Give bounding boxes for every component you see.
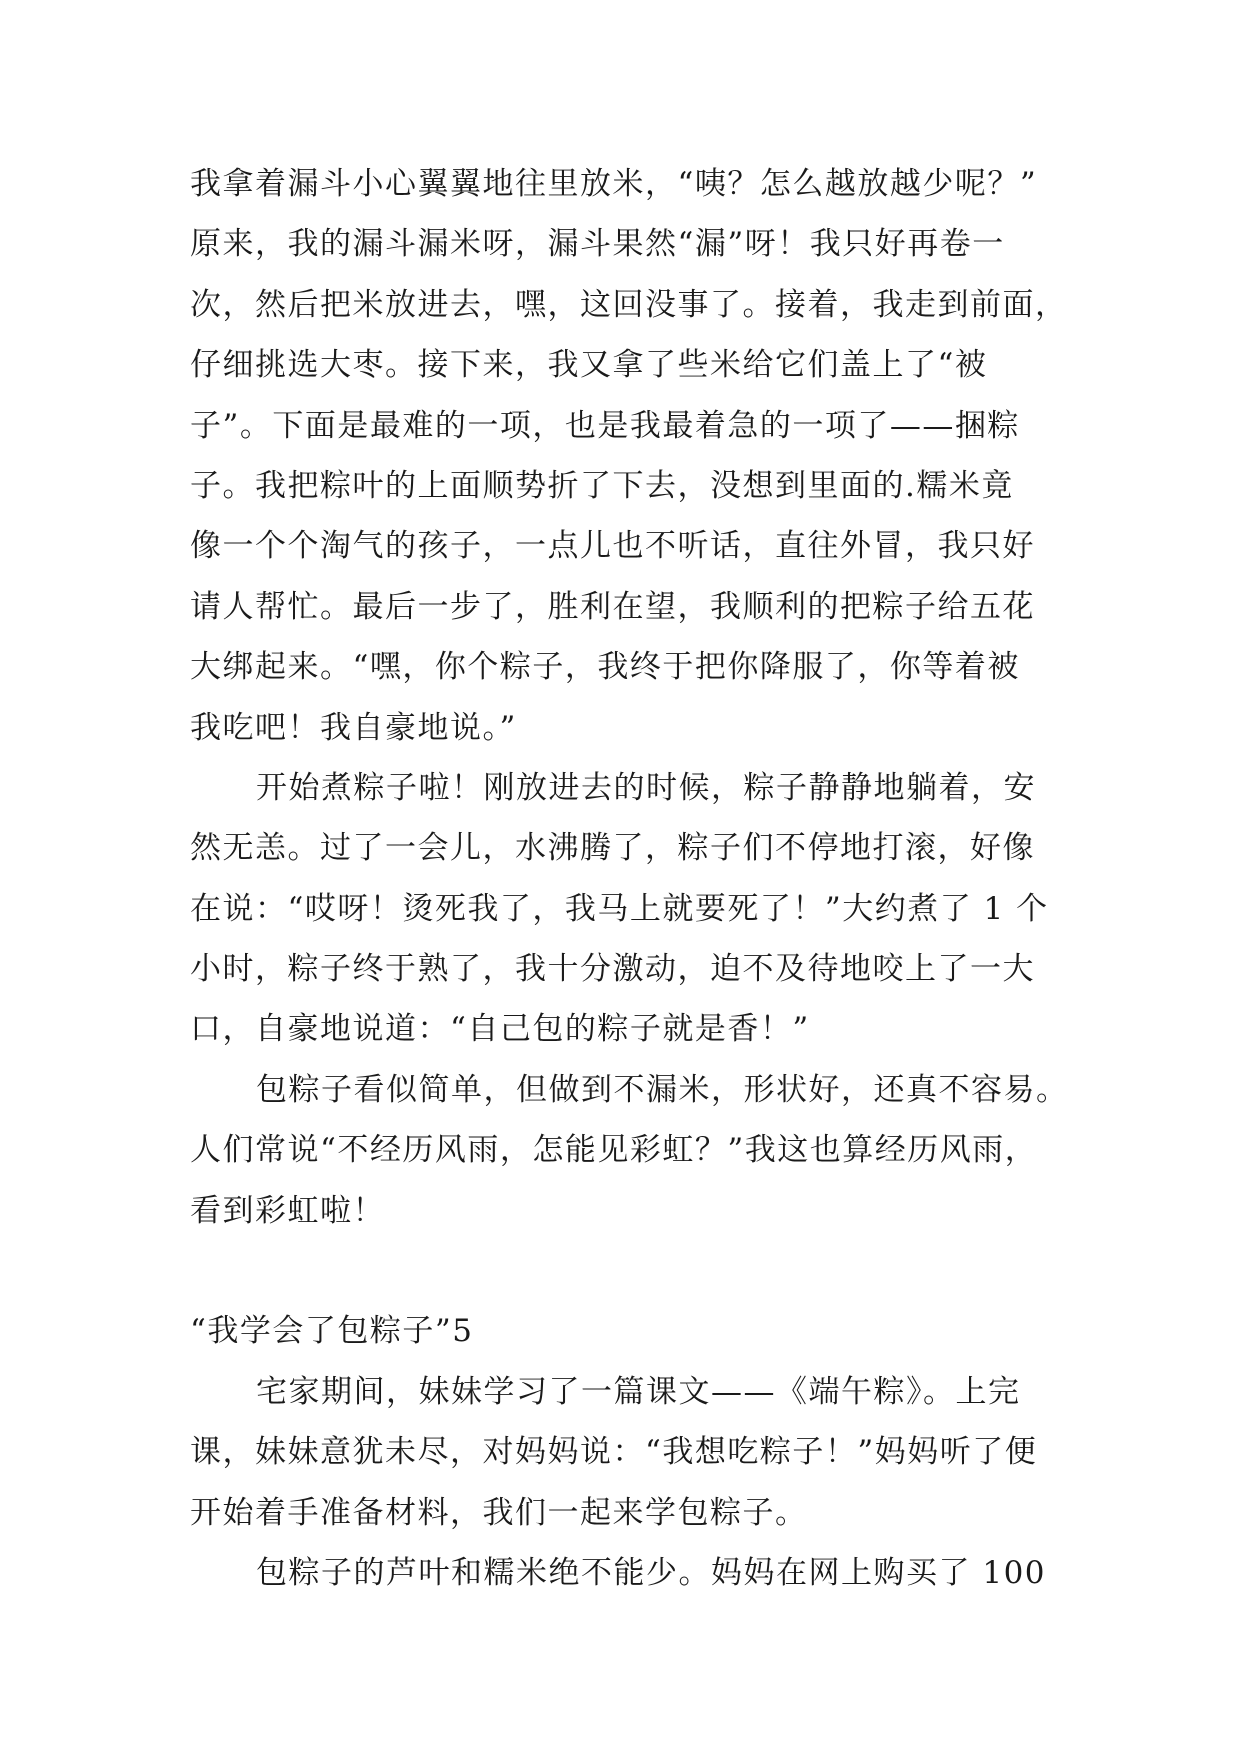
text-line: 宅家期间，妹妹学习了一篇课文——《端午粽》。上完 — [256, 1373, 1021, 1410]
text-line: 原来，我的漏斗漏米呀，漏斗果然“漏”呀！我只好再卷一 — [190, 226, 1005, 263]
text-line: 包粽子看似简单，但做到不漏米，形状好，还真不容易。 — [256, 1071, 1069, 1108]
document-body — [190, 154, 1069, 1603]
text-line: 开始煮粽子啦！刚放进去的时候，粽子静静地躺着，安 — [256, 769, 1036, 806]
text-line: 开始着手准备材料，我们一起来学包粽子。 — [190, 1494, 808, 1531]
text-line: 课，妹妹意犹未尽，对妈妈说：“我想吃粽子！”妈妈听了便 — [190, 1434, 1038, 1471]
text-line: 包粽子的芦叶和糯米绝不能少。妈妈在网上购买了 100 — [256, 1554, 1047, 1591]
text-line: 像一个个淘气的孩子，一点儿也不听话，直往外冒，我只好 — [190, 528, 1035, 565]
text-line: 然无恙。过了一会儿，水沸腾了，粽子们不停地打滚，好像 — [190, 830, 1035, 867]
text-line: 口，自豪地说道：“自己包的粽子就是香！” — [190, 1011, 810, 1048]
text-line: 请人帮忙。最后一步了，胜利在望，我顺利的把粽子给五花 — [190, 588, 1035, 625]
text-line: 我拿着漏斗小心翼翼地往里放米，“咦？怎么越放越少呢？” — [190, 166, 1038, 202]
text-line: 小时，粽子终于熟了，我十分激动，迫不及待地咬上了一大 — [190, 951, 1035, 988]
text-line: 大绑起来。“嘿，你个粽子，我终于把你降服了，你等着被 — [190, 649, 1020, 686]
text-line: 人们常说“不经历风雨，怎能见彩虹？”我这也算经历风雨， — [190, 1132, 1038, 1169]
text-line: 我吃吧！我自豪地说。” — [190, 709, 517, 746]
text-line: 子。我把粽叶的上面顺势折了下去，没想到里面的.糯米竟 — [190, 467, 1014, 504]
text-line: 看到彩虹啦！ — [190, 1192, 385, 1229]
text-line: 仔细挑选大枣。接下来，我又拿了些米给它们盖上了“被 — [190, 347, 988, 384]
text-line: 次，然后把米放进去，嘿，这回没事了。接着，我走到前面， — [190, 286, 1068, 323]
blank-line — [190, 1241, 1050, 1301]
text-line: 在说：“哎呀！烫死我了，我马上就要死了！”大约煮了 1 个 — [190, 890, 1049, 927]
section-heading: “我学会了包粽子”5 — [190, 1313, 474, 1350]
text-line: 子”。下面是最难的一项，也是我最着急的一项了——捆粽 — [190, 407, 1020, 444]
